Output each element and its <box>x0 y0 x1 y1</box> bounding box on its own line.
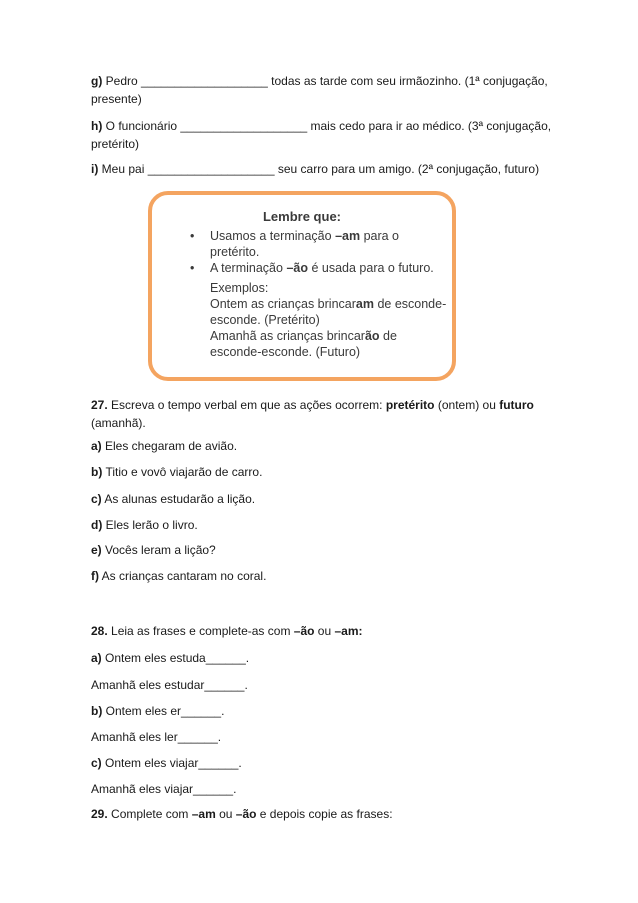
item-label: f) <box>91 569 99 583</box>
q28-item-c-ontem <box>91 754 561 772</box>
item-text: Ontem eles estuda______. <box>101 651 250 665</box>
item-text: Meu pai ___________________ seu carro para um amigo. (2ª conjugação, futuro) <box>98 162 540 176</box>
question-text: e depois copie as frases: <box>256 807 393 821</box>
item-text: Ontem eles viajar______. <box>101 756 242 770</box>
question-text: ou <box>314 624 335 638</box>
item-text: O funcionário ___________________ mais cedo para ir ao médico. (3ª conjugação, pretérito) <box>91 119 552 151</box>
q28-item-c-amanha <box>91 780 561 798</box>
exercise-h <box>91 117 561 153</box>
rule-item <box>186 260 436 276</box>
q27-item-c <box>91 490 561 508</box>
keyword: –am: <box>334 624 363 638</box>
q27-item-f <box>91 567 561 585</box>
item-text: Amanhã eles estudar______. <box>91 678 248 692</box>
q27-item-e <box>91 541 561 559</box>
item-label: a) <box>91 439 102 453</box>
q28-item-b-ontem <box>91 702 561 720</box>
rule-suffix: –ão <box>286 261 308 275</box>
rule-suffix: –am <box>335 229 361 243</box>
box-title: Lembre que: <box>262 209 341 224</box>
bullet-icon: • <box>190 229 195 243</box>
exercise-i <box>91 160 561 178</box>
question-text: ou <box>215 807 236 821</box>
question-text: Leia as frases e complete-as com <box>107 624 294 638</box>
lembre-que-box <box>148 191 456 381</box>
rule-text: Usamos a terminação <box>210 229 336 243</box>
examples-title: Exemplos: <box>210 281 269 295</box>
q27-item-d <box>91 516 561 534</box>
example-futuro <box>210 328 450 360</box>
question-number: 27. <box>91 398 108 412</box>
q28-item-b-amanha <box>91 728 561 746</box>
item-label: b) <box>91 704 103 718</box>
q28-item-a-ontem <box>91 649 561 667</box>
question-text: Escreva o tempo verbal em que as ações ocorrem: <box>107 398 386 412</box>
keyword: –ão <box>293 624 315 638</box>
item-label: d) <box>91 518 103 532</box>
item-label: c) <box>91 492 102 506</box>
question-28 <box>91 622 561 640</box>
rule-item <box>186 228 436 260</box>
item-label: b) <box>91 465 103 479</box>
question-27 <box>91 396 561 432</box>
exercise-g <box>91 72 561 108</box>
example-text: Ontem as crianças brincar <box>210 297 356 311</box>
question-number: 28. <box>91 624 108 638</box>
question-text: (amanhã). <box>91 416 146 430</box>
rule-text: para o pretérito. <box>210 229 400 259</box>
item-text: Ontem eles er______. <box>102 704 225 718</box>
question-text: (ontem) ou <box>434 398 500 412</box>
item-label: e) <box>91 543 102 557</box>
item-label: g) <box>91 74 103 88</box>
question-number: 29. <box>91 807 108 821</box>
rule-list <box>186 228 436 276</box>
item-text: Pedro ___________________ todas as tarde com seu irmãozinho. (1ª conjugação, presente) <box>91 74 548 106</box>
examples <box>210 280 450 360</box>
keyword: –ão <box>235 807 257 821</box>
q27-item-b <box>91 463 561 481</box>
item-label: a) <box>91 651 102 665</box>
example-text: Amanhã as crianças brincar <box>210 329 365 343</box>
example-suffix: ão <box>364 329 380 343</box>
q27-item-a <box>91 437 561 455</box>
item-text: Titio e vovô viajarão de carro. <box>102 465 263 479</box>
bullet-icon: • <box>190 261 195 275</box>
item-label: h) <box>91 119 103 133</box>
item-label: c) <box>91 756 102 770</box>
keyword: –am <box>191 807 216 821</box>
example-preterito <box>210 296 450 328</box>
rule-text: A terminação <box>210 261 287 275</box>
item-text: Eles chegaram de avião. <box>101 439 238 453</box>
rule-text: é usada para o futuro. <box>307 261 434 275</box>
item-text: As crianças cantaram no coral. <box>99 569 267 583</box>
question-text: Complete com <box>107 807 192 821</box>
item-text: Eles lerão o livro. <box>102 518 198 532</box>
question-29 <box>91 805 561 823</box>
example-text: de esconde-esconde. (Futuro) <box>210 329 397 359</box>
item-label: i) <box>91 162 99 176</box>
item-text: Vocês leram a lição? <box>101 543 216 557</box>
example-suffix: am <box>355 297 374 311</box>
q28-item-a-amanha <box>91 676 561 694</box>
keyword: pretérito <box>385 398 435 412</box>
keyword: futuro <box>499 398 534 412</box>
item-text: Amanhã eles ler______. <box>91 730 222 744</box>
item-text: As alunas estudarão a lição. <box>101 492 256 506</box>
item-text: Amanhã eles viajar______. <box>91 782 237 796</box>
example-text: de esconde-esconde. (Pretérito) <box>210 297 447 327</box>
